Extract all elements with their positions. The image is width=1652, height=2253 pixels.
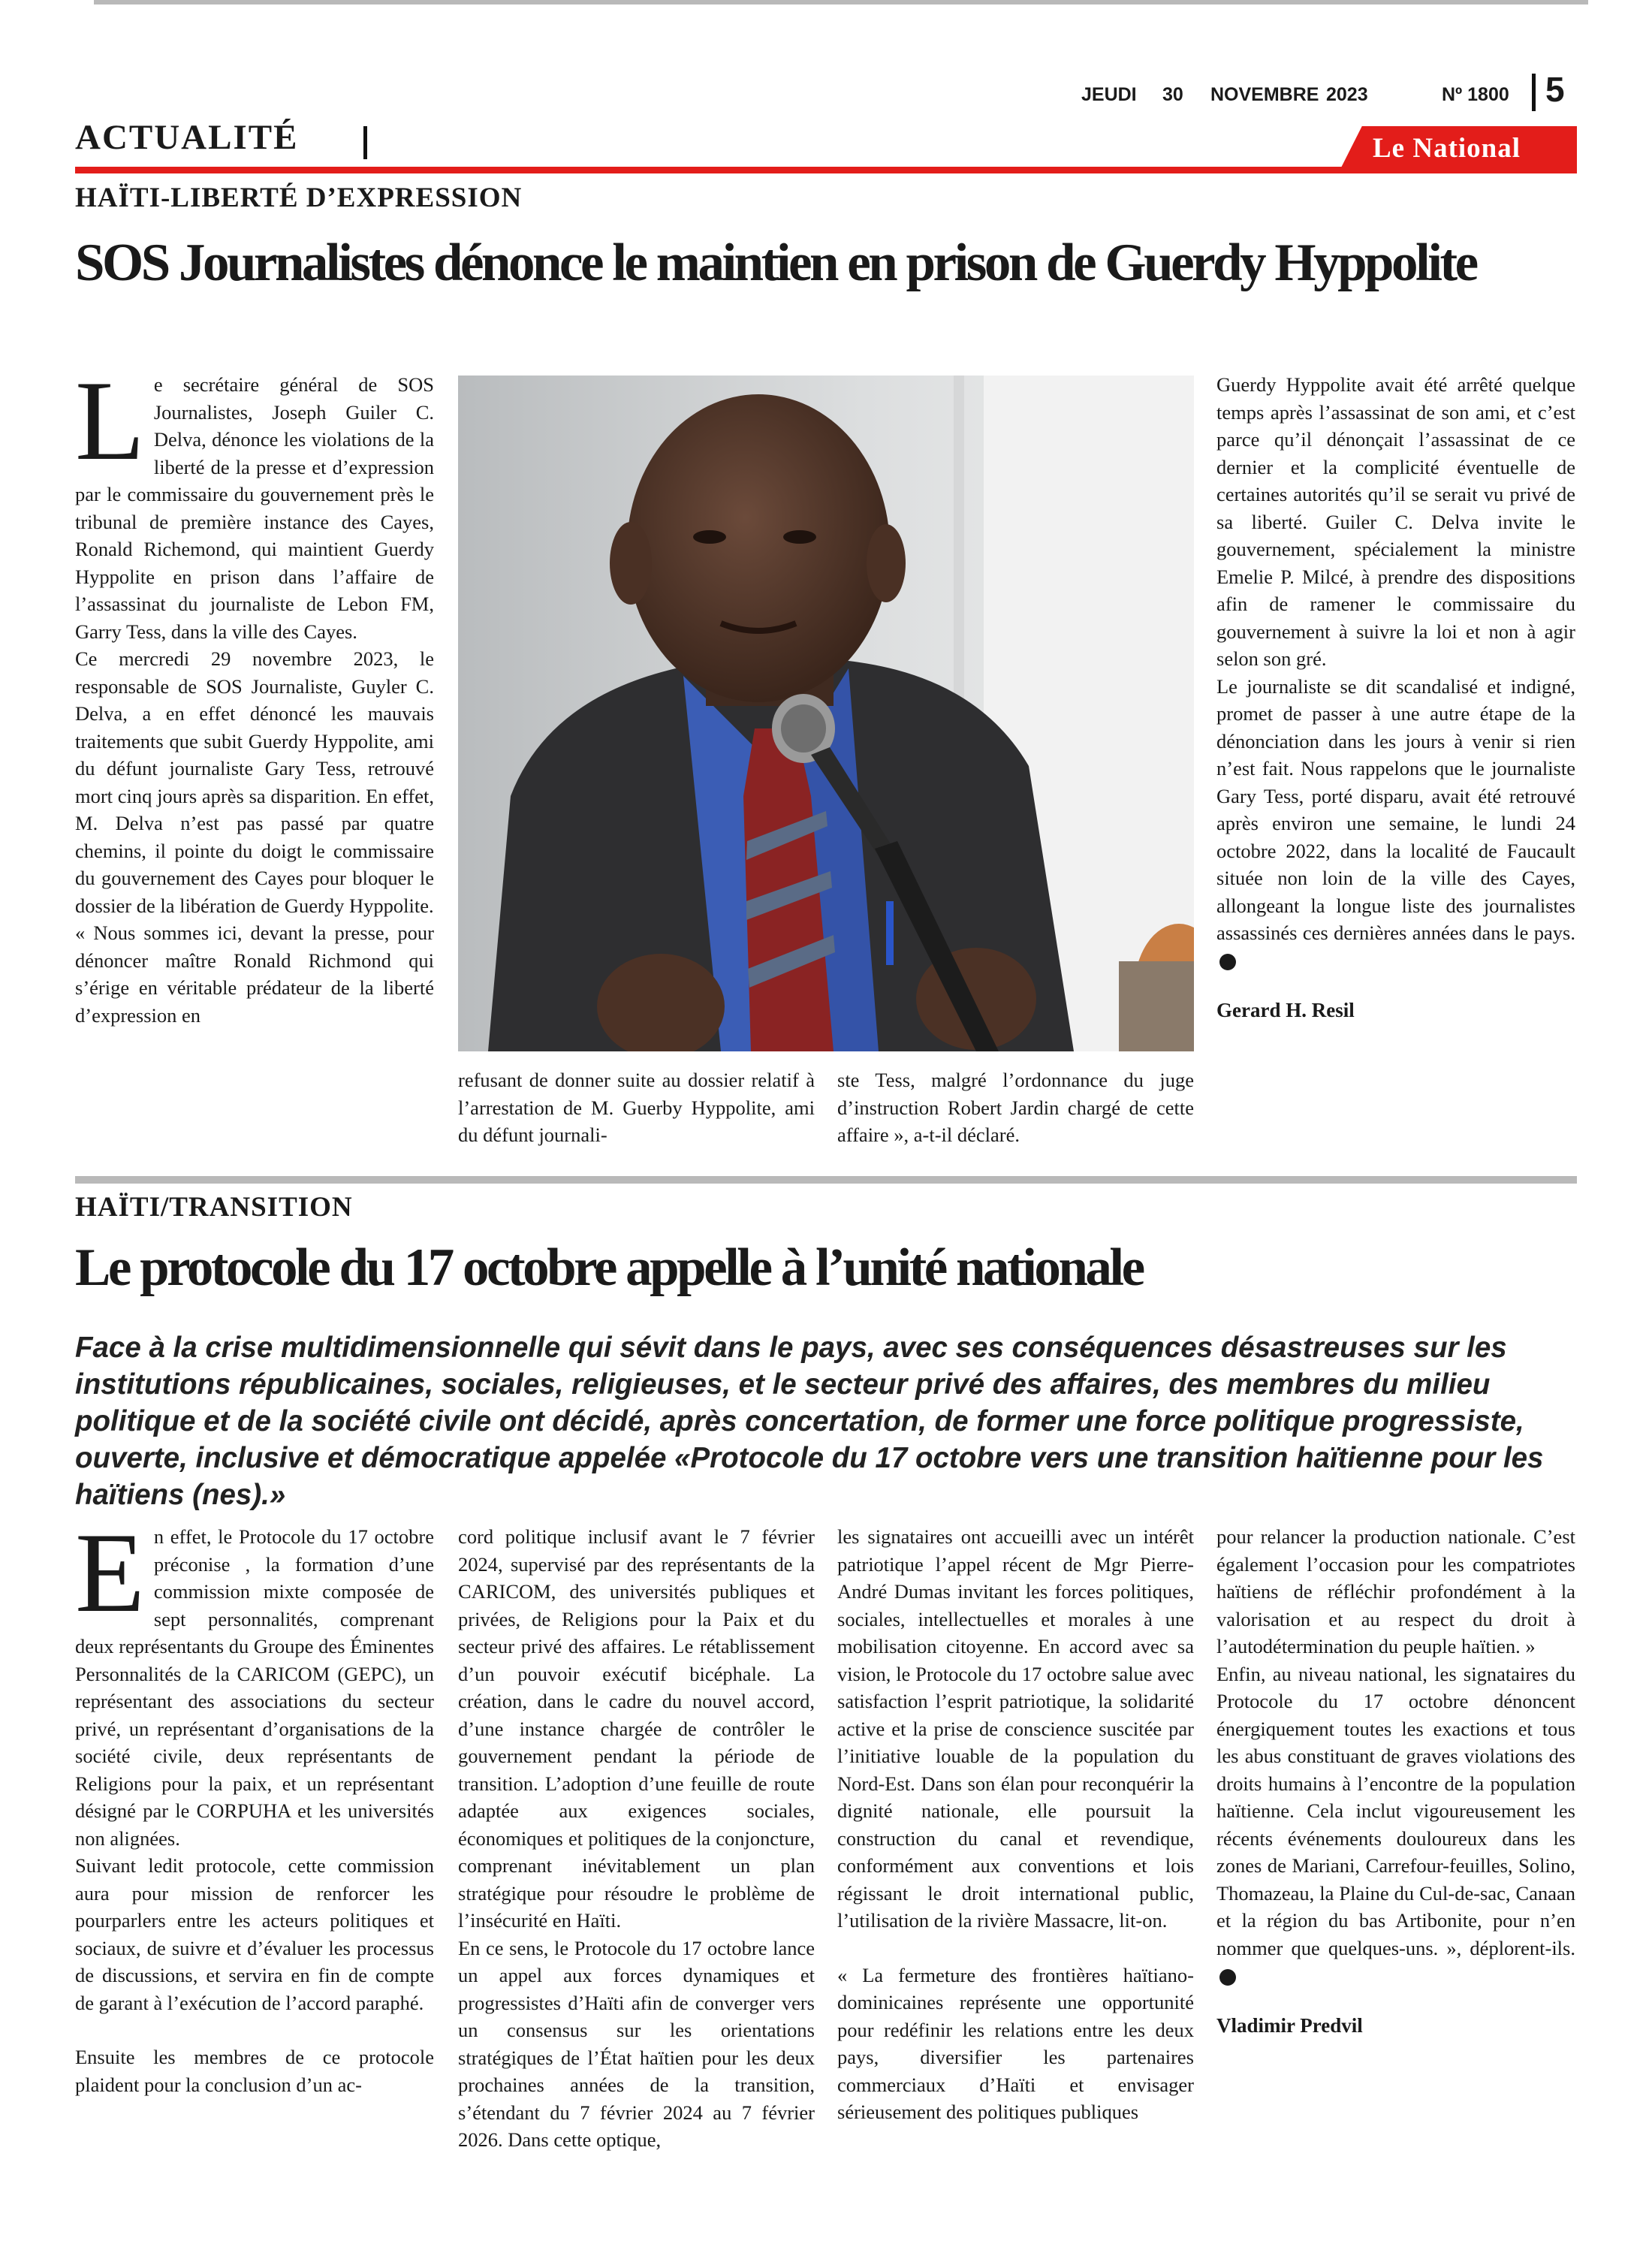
article-separator <box>75 1176 1577 1184</box>
article1-byline: Gerard H. Resil <box>1216 999 1355 1021</box>
article2-paragraph: pour relancer la production nationale. C’est également l’occasion pour les compatriotes haïtiens de réfléchir profondément à la valorisation et au respect du droit à l’autodétermination du peuple haïtien. » <box>1216 1525 1575 1657</box>
article2-column-4 <box>1216 1523 1575 2039</box>
article1-paragraph: « Nous sommes ici, devant la presse, pour dénoncer maître Ronald Richmond qui s’érige en véritable prédateur de la liberté d’expression en <box>75 921 434 1027</box>
article2-lede: Face à la crise multidimensionnelle qui sévit dans le pays, avec ses conséquences désastreuses sur les institutions républicaines, sociales, religieuses, et le secteur privé des affaires, des membres du milieu politique et de la société civile ont décidé, après concertation, de former une force politique progressiste, ouverte, inclusive et démocratique appelée «Protocole du 17 octobre vers une transition haïtienne pour les haïtiens (nes).» <box>75 1332 1544 1511</box>
end-of-article-icon <box>1219 954 1236 970</box>
article2-column-1 <box>75 1510 434 2098</box>
header-date: 30 <box>1162 84 1183 105</box>
article1-headline: SOS Journalistes dénonce le maintien en prison de Guerdy Hyppolite <box>75 234 1476 292</box>
article1-column-2 <box>458 1066 815 1149</box>
article2-paragraph: les signataires ont accueilli avec un intérêt patriotique l’appel récent de Mgr Pierre-André Dumas invitant les forces politiques, sociales, intellectuelles et morales à une mobilisation citoyenne. En accord avec sa vision, le Protocole du 17 octobre salue avec satisfaction l’esprit patriotique, la solidarité active et la prise de conscience suscitée par l’initiative louable de la population du Nord-Est. Dans son élan pour reconquérir la dignité nationale, elle poursuit la construction du canal et revendique, conformément aux conventions et lois régissant le droit international public, l’utilisation de la rivière Massacre, lit-on. <box>837 1525 1194 1932</box>
article1-kicker: HAÏTI-LIBERTÉ D’EXPRESSION <box>75 182 523 213</box>
header-issue-number: Nº 1800 <box>1442 84 1509 105</box>
article1-paragraph: refusant de donner suite au dossier relatif à l’arrestation de M. Guerby Hyppolite, ami du défunt journali- <box>458 1069 815 1146</box>
article2-paragraph: « La fermeture des frontières haïtiano-dominicaines représente une opportunité pour redéfinir les relations entre les deux pays, diversifier les partenaires commerciaux d’Haïti et envisager sérieusement des politiques publiques <box>837 1963 1194 2123</box>
article2-dropcap: E <box>75 1510 145 1636</box>
article1-column-1 <box>75 357 434 1029</box>
article1-column-4 <box>1216 371 1575 1024</box>
article2-paragraph: Ensuite les membres de ce protocole plaident pour la conclusion d’un ac- <box>75 2046 434 2096</box>
article2-paragraph: Enfin, au niveau national, les signataires du Protocole du 17 octobre dénoncent énergiquement toutes les exactions et tous les abus constituant de graves violations des droits humains à l’encontre de la population haïtienne. Cela inclut vigoureusement les récents événements douloureux dans les zones de Mariani, Carrefour-feuilles, Solino, Thomazeau, la Plaine du Cul-de-sac, Canaan et la région du bas Artibonite, pour n’en nommer que quelques-uns. », déplorent-ils. <box>1216 1660 1575 1989</box>
article2-column-3 <box>837 1523 1194 2126</box>
brand-logo-text: Le National <box>1373 133 1521 164</box>
article1-paragraph: Le journaliste se dit scandalisé et indigné, promet de passer à une autre étape de la dénonciation dans les jours à venir si rien n’est fait. Nous rappelons que le journaliste Gary Tess, porté disparu, avait été retrouvé après environ une semaine, le lundi 24 octobre 2022, dans la localité de Faucault située non loin de la ville des Cayes, allongeant la longue liste des journalistes assassinés ces dernières années dans le pays. <box>1216 673 1575 975</box>
article1-paragraph: ste Tess, malgré l’ordonnance du juge d’instruction Robert Jardin chargé de cette affaire », a-t-il déclaré. <box>837 1069 1194 1146</box>
header-year: 2023 <box>1326 84 1368 105</box>
article1-paragraph: Ce mercredi 29 novembre 2023, le responsable de SOS Journaliste, Guyler C. Delva, a en effet dénoncé les mauvais traitements que subit Guerdy Hyppolite, ami du défunt journaliste Gary Tess, retrouvé mort cinq jours après sa disparition. En effet, M. Delva n’est pas passé par quatre chemins, il pointe du doigt le commissaire du gouvernement des Cayes pour bloquer le dossier de la libération de Guerdy Hyppolite. <box>75 647 434 917</box>
article2-byline: Vladimir Predvil <box>1216 2013 1363 2037</box>
speaker-photo-illustration <box>458 376 1194 1051</box>
page-number: 5 <box>1545 70 1565 109</box>
article2-kicker: HAÏTI/TRANSITION <box>75 1192 353 1223</box>
section-divider <box>363 126 367 159</box>
article1-dropcap: L <box>75 357 145 484</box>
article2-paragraph: Suivant ledit protocole, cette commission aura pour mission de renforcer les pourparlers entre les acteurs politiques et sociaux, de suivre et d’évaluer les processus de discussions, et servira en fin de compte de garant à l’exécution de l’accord paraphé. <box>75 1854 434 2014</box>
header-month: NOVEMBRE <box>1210 84 1319 105</box>
article1-column-3 <box>837 1066 1194 1149</box>
end-of-article-icon <box>1219 1969 1236 1986</box>
header-day: JEUDI <box>1081 84 1137 105</box>
page-number-divider <box>1532 74 1536 111</box>
article1-paragraph: Guerdy Hyppolite avait été arrêté quelque temps après l’assassinat de son ami, et c’est parce qu’il dénonçait l’assassinat de ce dernier et la complicité éventuelle de certaines autorités qu’il se serait vu privé de sa liberté. Guiler C. Delva invite le gouvernement, spécialement la ministre Emelie P. Milcé, à prendre des dispositions afin de ramener le commissaire du gouvernement à suivre la loi et non à agir selon son gré. <box>1216 373 1575 670</box>
top-rule <box>94 0 1588 5</box>
section-label: ACTUALITÉ <box>75 118 299 157</box>
article2-paragraph: n effet, le Protocole du 17 octobre préconise , la formation d’une commission mixte composée de sept personnalités, comprenant deux représentants du Groupe des Éminentes Personnalités de la CARICOM (GEPC), un représentant des associations du secteur privé, un représentant d’organisations de la société civile, deux représentants de Religions pour la paix, et un représentant désigné par le CORPUHA et les universités non alignées. <box>75 1525 434 1850</box>
article1-photo <box>458 376 1194 1051</box>
article2-paragraph: cord politique inclusif avant le 7 février 2024, supervisé par des représentants de la CARICOM, des universités publiques et privées, de Religions pour la Paix et du secteur privé des affaires. Le rétablissement d’un pouvoir exécutif bicéphale. La création, dans le cadre du nouvel accord, d’une instance chargée de contrôler le gouvernement pendant la période de transition. L’adoption d’une feuille de route adaptée aux exigences sociales, économiques et politiques de la conjoncture, comprenant inévitablement un plan stratégique pour résoudre le problème de l’insécurité en Haïti. <box>458 1525 815 1932</box>
article1-paragraph: e secrétaire général de SOS Journalistes, Joseph Guiler C. Delva, dénonce les violations de la liberté de la presse et d’expression par le commissaire du gouvernement près le tribunal de première instance des Cayes, Ronald Richemond, qui maintient Guerdy Hyppolite en prison dans l’affaire de l’assassinat du journaliste de Lebon FM, Garry Tess, dans la ville des Cayes. <box>75 373 434 643</box>
article2-headline: Le protocole du 17 octobre appelle à l’unité nationale <box>75 1238 1143 1297</box>
article2-column-2 <box>458 1523 815 2154</box>
article2-paragraph: En ce sens, le Protocole du 17 octobre lance un appel aux forces dynamiques et progressistes d’Haïti afin de converger vers un consensus sur les orientations stratégiques de l’État haïtien pour les deux prochaines années de la transition, s’étendant du 7 février 2024 au 7 février 2026. Dans cette optique, <box>458 1936 815 2151</box>
